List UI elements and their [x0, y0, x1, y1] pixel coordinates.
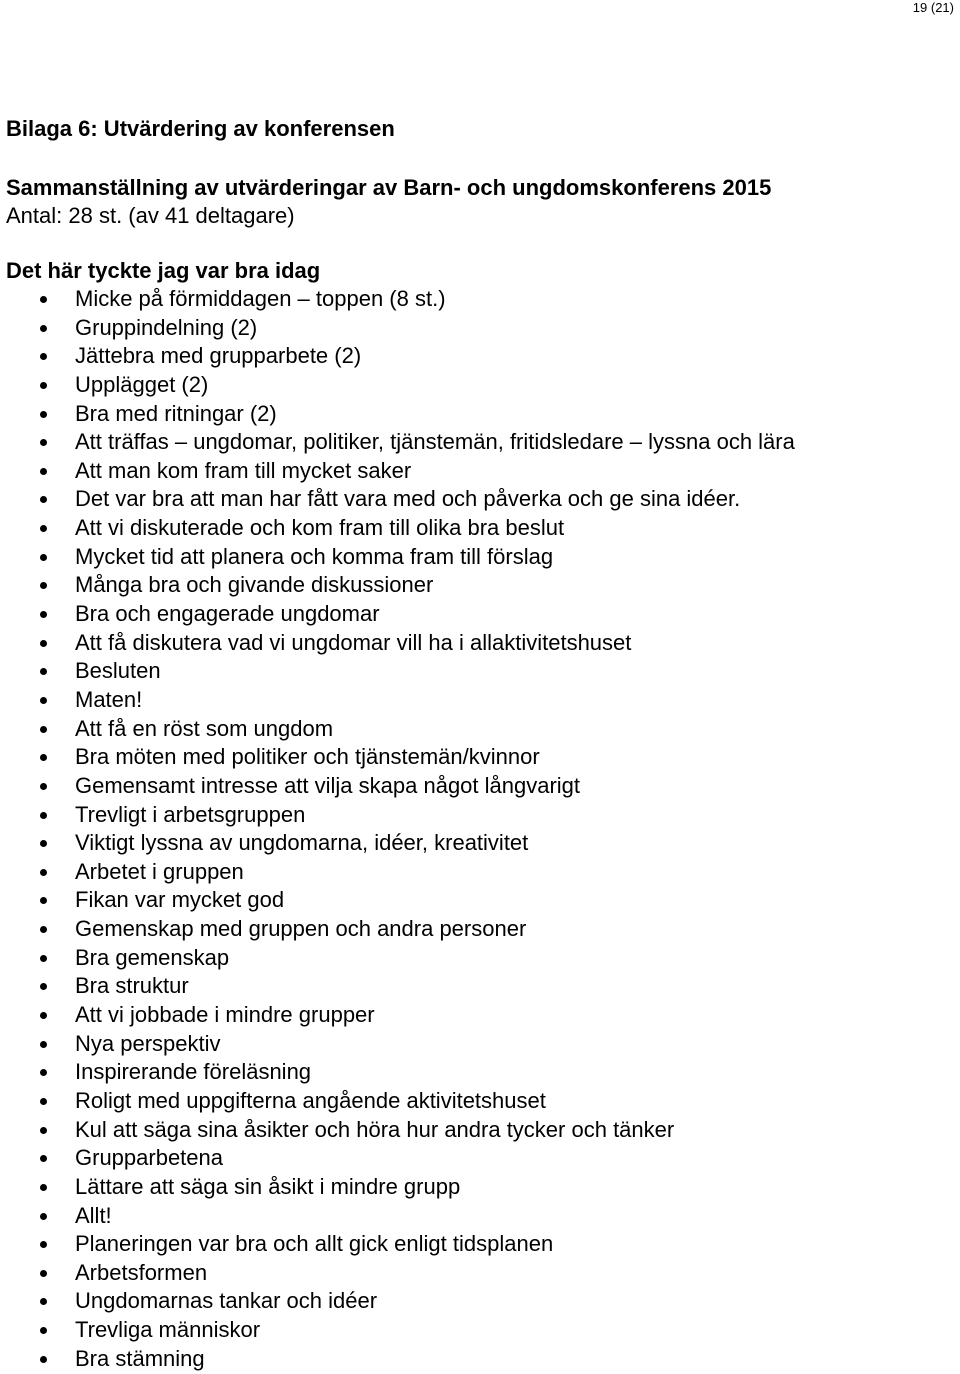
bullet-icon — [40, 296, 47, 303]
list-item-text: Att man kom fram till mycket saker — [75, 457, 412, 483]
list-item — [0, 371, 795, 400]
list-item — [0, 400, 795, 429]
list-item — [0, 1116, 795, 1145]
list-item — [0, 657, 795, 686]
list-item — [0, 314, 795, 343]
list-item — [0, 886, 795, 915]
list-item-text: Upplägget (2) — [75, 371, 209, 397]
list-item — [0, 342, 795, 371]
list-item — [0, 285, 795, 314]
bullet-icon — [40, 1213, 47, 1220]
list-item-text: Inspirerande föreläsning — [75, 1059, 312, 1085]
list-item — [0, 629, 795, 658]
list-item-text: Planeringen var bra och allt gick enligt tidsplanen — [75, 1231, 554, 1257]
bullet-icon — [40, 1241, 47, 1248]
list-item-text: Besluten — [75, 658, 161, 684]
list-item — [0, 457, 795, 486]
list-item-text: Viktigt lyssna av ungdomarna, idéer, kreativitet — [75, 830, 529, 856]
list-item — [0, 428, 795, 457]
bullet-icon — [40, 439, 47, 446]
bullet-icon — [40, 496, 47, 503]
list-item-text: Roligt med uppgifterna angående aktivitetshuset — [75, 1087, 546, 1113]
bullet-icon — [40, 926, 47, 933]
bullet-icon — [40, 1298, 47, 1305]
list-item-text: Trevliga människor — [75, 1317, 261, 1343]
list-item — [0, 1087, 795, 1116]
list-item — [0, 743, 795, 772]
list-item — [0, 1345, 795, 1374]
list-item-text: Arbetsformen — [75, 1259, 208, 1285]
list-item — [0, 1030, 795, 1059]
bullet-icon — [40, 812, 47, 819]
list-item-text: Gruppindelning (2) — [75, 314, 258, 340]
list-item-text: Allt! — [75, 1202, 112, 1228]
list-item-text: Bra med ritningar (2) — [75, 400, 277, 426]
bullet-icon — [40, 611, 47, 618]
list-item-text: Bra möten med politiker och tjänstemän/kvinnor — [75, 744, 540, 770]
list-item-text: Gemenskap med gruppen och andra personer — [75, 916, 527, 942]
bullet-icon — [40, 983, 47, 990]
bullet-icon — [40, 554, 47, 561]
list-item — [0, 772, 795, 801]
section-heading: Det här tyckte jag var bra idag — [6, 258, 321, 283]
bullet-icon — [40, 640, 47, 647]
bullet-icon — [40, 1127, 47, 1134]
list-item — [0, 1173, 795, 1202]
list-item-text: Trevligt i arbetsgruppen — [75, 801, 306, 827]
appendix-title: Bilaga 6: Utvärdering av konferensen — [6, 116, 395, 141]
list-item-text: Många bra och givande diskussioner — [75, 572, 434, 598]
list-item-text: Gemensamt intresse att vilja skapa något långvarigt — [75, 772, 581, 798]
list-item-text: Kul att säga sina åsikter och höra hur andra tycker och tänker — [75, 1116, 675, 1142]
list-item — [0, 1230, 795, 1259]
bullet-icon — [40, 1155, 47, 1162]
list-item — [0, 915, 795, 944]
page-number: 19 (21) — [912, 0, 954, 15]
bullet-icon — [40, 525, 47, 532]
bullet-icon — [40, 1041, 47, 1048]
list-item — [0, 1316, 795, 1345]
bullet-icon — [40, 1270, 47, 1277]
bullet-icon — [40, 1012, 47, 1019]
list-item — [0, 1259, 795, 1288]
list-item — [0, 1001, 795, 1030]
list-item — [0, 829, 795, 858]
list-item — [0, 686, 795, 715]
list-item-text: Jättebra med grupparbete (2) — [75, 343, 362, 369]
bullet-icon — [40, 382, 47, 389]
list-item — [0, 514, 795, 543]
list-item-text: Bra och engagerade ungdomar — [75, 601, 380, 627]
list-item-text: Arbetet i gruppen — [75, 858, 244, 884]
list-item — [0, 543, 795, 572]
list-item-text: Micke på förmiddagen – toppen (8 st.) — [75, 286, 446, 311]
list-item — [0, 801, 795, 830]
list-item-text: Att vi jobbade i mindre grupper — [75, 1002, 375, 1028]
list-item-text: Nya perspektiv — [75, 1030, 221, 1056]
bullet-icon — [40, 955, 47, 962]
list-item-text: Att få en röst som ungdom — [75, 715, 334, 741]
list-item-text: Fikan var mycket god — [75, 887, 285, 913]
bullet-icon — [40, 754, 47, 761]
list-item-text: Bra gemenskap — [75, 944, 230, 970]
list-item — [0, 715, 795, 744]
bullet-icon — [40, 1098, 47, 1105]
list-item-text: Att vi diskuterade och kom fram till olika bra beslut — [75, 515, 565, 541]
list-item-text: Att få diskutera vad vi ungdomar vill ha i allaktivitetshuset — [75, 629, 632, 655]
list-item-text: Mycket tid att planera och komma fram till förslag — [75, 543, 554, 569]
list-item-text: Bra stämning — [75, 1345, 205, 1371]
bullet-icon — [40, 325, 47, 332]
list-item — [0, 972, 795, 1001]
bullet-icon — [40, 697, 47, 704]
bullet-icon — [40, 668, 47, 675]
bullet-icon — [40, 840, 47, 847]
list-item-text: Maten! — [75, 686, 143, 712]
bullet-icon — [40, 1356, 47, 1363]
list-item-text: Att träffas – ungdomar, politiker, tjänstemän, fritidsledare – lyssna och lära — [75, 429, 795, 455]
list-item-text: Lättare att säga sin åsikt i mindre grupp — [75, 1173, 461, 1199]
list-item — [0, 858, 795, 887]
list-item-text: Det var bra att man har fått vara med och påverka och ge sina idéer. — [75, 486, 741, 512]
bullet-icon — [40, 1327, 47, 1334]
list-item-text: Ungdomarnas tankar och idéer — [75, 1288, 378, 1314]
summary-title: Sammanställning av utvärderingar av Barn- och ungdomskonferens 2015 — [6, 175, 772, 200]
bullet-icon — [40, 869, 47, 876]
list-item-text: Bra struktur — [75, 973, 189, 999]
bullet-icon — [40, 411, 47, 418]
bullet-icon — [40, 897, 47, 904]
list-item — [0, 571, 795, 600]
bullet-icon — [40, 353, 47, 360]
bullet-icon — [40, 783, 47, 790]
list-item — [0, 1287, 795, 1316]
bullet-icon — [40, 726, 47, 733]
list-item — [0, 600, 795, 629]
list-item — [0, 1058, 795, 1087]
bullet-icon — [40, 582, 47, 589]
list-item — [0, 944, 795, 973]
list-item — [0, 1144, 795, 1173]
response-count: Antal: 28 st. (av 41 deltagare) — [6, 203, 295, 228]
feedback-list — [0, 285, 795, 1373]
list-item — [0, 485, 795, 514]
list-item — [0, 1202, 795, 1231]
bullet-icon — [40, 468, 47, 475]
list-item-text: Grupparbetena — [75, 1145, 223, 1171]
bullet-icon — [40, 1069, 47, 1076]
bullet-icon — [40, 1184, 47, 1191]
